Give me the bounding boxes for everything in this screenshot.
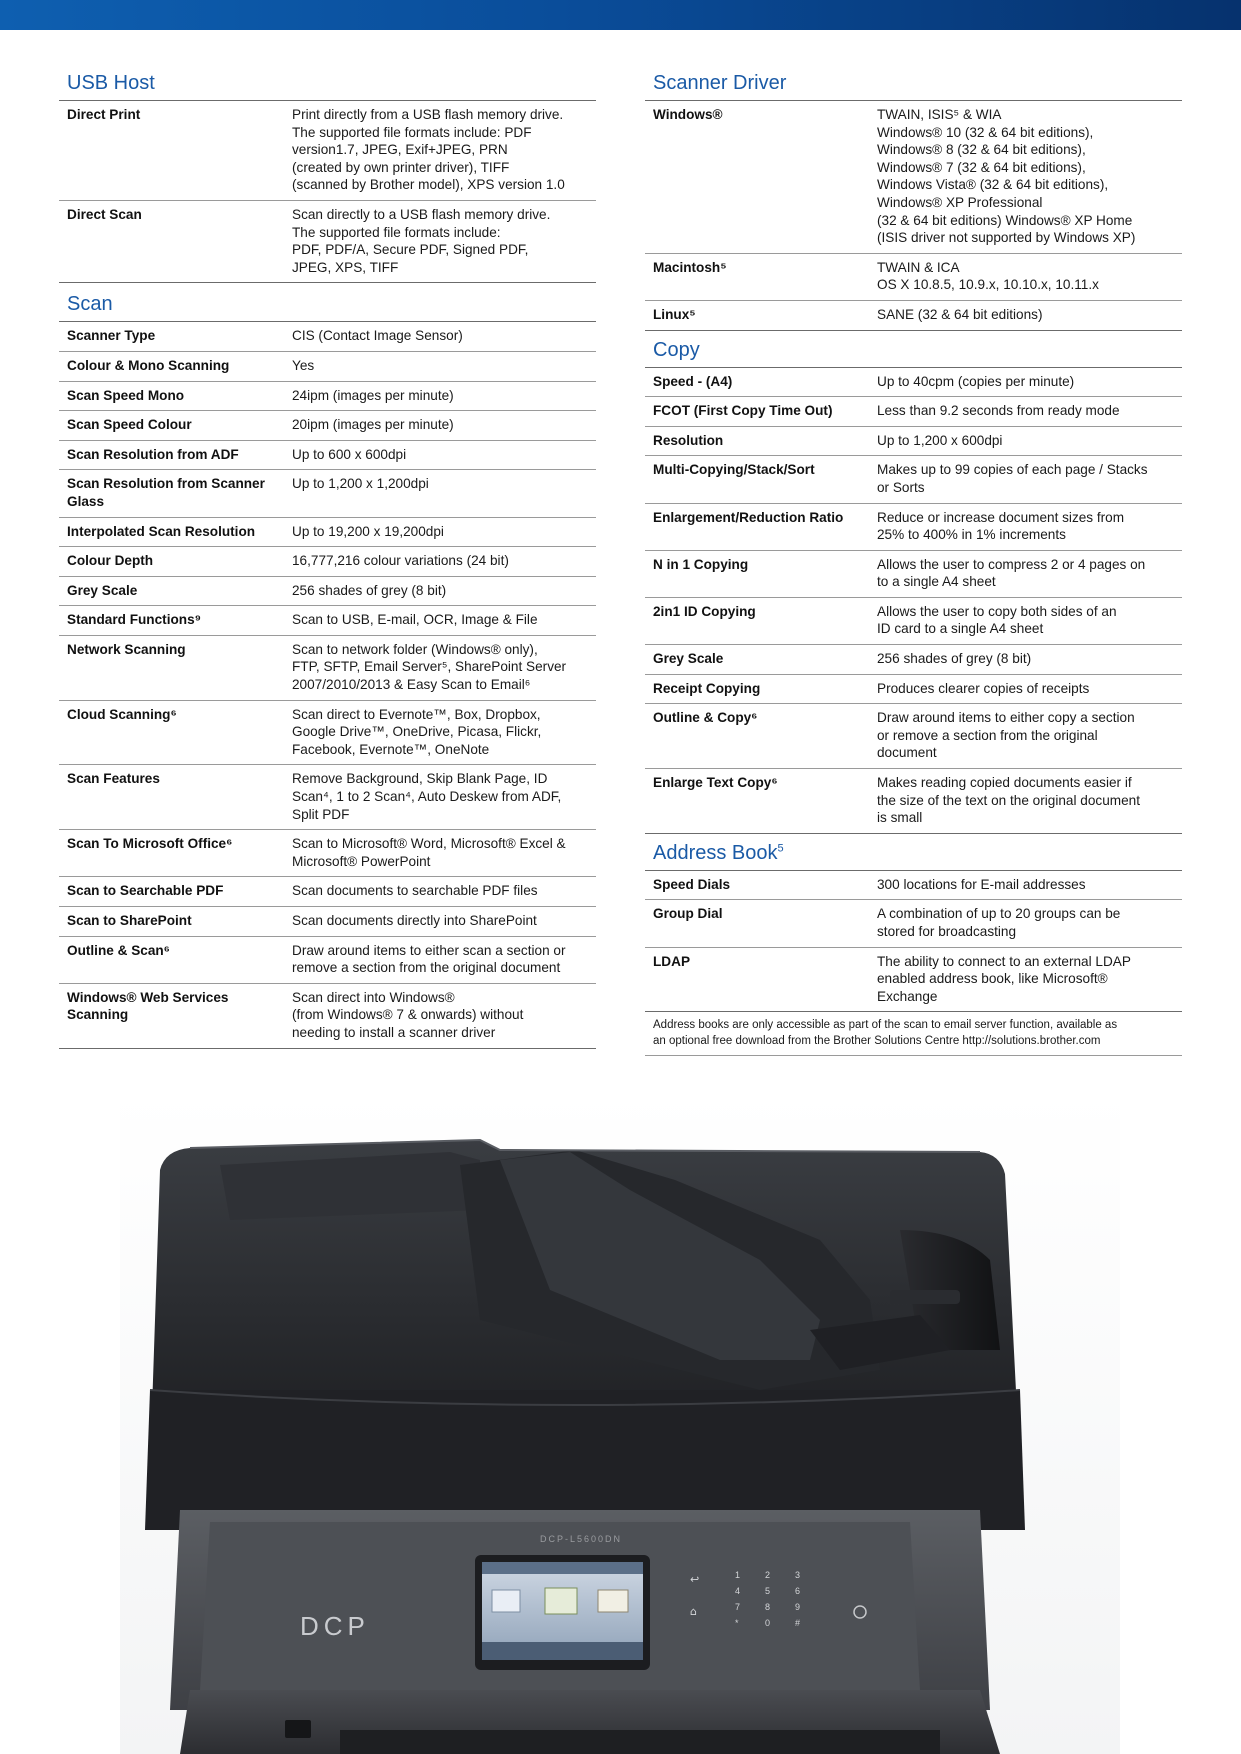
spec-label: Scan Resolution from Scanner Glass xyxy=(67,476,265,509)
table-row xyxy=(59,547,596,577)
header-band xyxy=(0,0,1241,30)
spec-value: Remove Background, Skip Blank Page, ID Scan⁴, 1 to 2 Scan⁴, Auto Deskew from ADF, Split PDF xyxy=(292,771,562,822)
keypad-key: 4 xyxy=(735,1586,741,1596)
spec-value: Allows the user to compress 2 or 4 pages on to a single A4 sheet xyxy=(877,556,1146,590)
spec-label: N in 1 Copying xyxy=(653,556,749,572)
table-row xyxy=(645,870,1182,900)
keypad-key: 7 xyxy=(735,1602,741,1612)
copy-table xyxy=(645,367,1182,834)
table-row xyxy=(645,674,1182,704)
keypad-key: 1 xyxy=(735,1570,741,1580)
keypad-key: 3 xyxy=(795,1570,801,1580)
spec-label: Direct Scan xyxy=(67,206,142,222)
spec-label: Cloud Scanning⁶ xyxy=(67,706,177,722)
spec-value: 256 shades of grey (8 bit) xyxy=(292,582,447,598)
spec-label: Grey Scale xyxy=(653,651,724,667)
copy-title: Copy xyxy=(653,338,700,361)
table-row xyxy=(59,200,596,282)
spec-value: Yes xyxy=(292,357,315,373)
spec-label: Scan Speed Colour xyxy=(67,417,192,433)
spec-value: SANE (32 & 64 bit editions) xyxy=(877,306,1043,322)
spec-value: Produces clearer copies of receipts xyxy=(877,680,1090,696)
spec-value: Scan direct to Evernote™, Box, Dropbox, Google Drive™, OneDrive, Picasa, Flickr, Facebook, Evernote™, OneNote xyxy=(292,706,542,757)
table-row xyxy=(645,101,1182,254)
table-row xyxy=(59,877,596,907)
spec-label: Scan Speed Mono xyxy=(67,387,185,403)
spec-label: FCOT (First Copy Time Out) xyxy=(653,403,833,419)
spec-value: Scan to network folder (Windows® only), FTP, SFTP, Email Server⁵, SharePoint Server 2007/2010/2013 & Easy Scan to Email⁶ xyxy=(292,641,567,693)
spec-value: Less than 9.2 seconds from ready mode xyxy=(877,403,1120,419)
table-row xyxy=(59,983,596,1048)
scanner-driver-title: Scanner Driver xyxy=(653,72,787,94)
spec-label: Network Scanning xyxy=(67,641,186,657)
table-row xyxy=(59,576,596,606)
address-book-title-text: Address Book xyxy=(653,841,778,864)
spec-value: Scan documents directly into SharePoint xyxy=(292,913,537,928)
table-row xyxy=(59,440,596,470)
spec-label: Standard Functions⁹ xyxy=(67,612,202,628)
spec-label: Linux⁵ xyxy=(653,306,696,322)
table-row xyxy=(59,411,596,441)
table-row xyxy=(645,253,1182,300)
spec-value: The ability to connect to an external LDAP enabled address book, like Microsoft® Exchange xyxy=(877,953,1131,1004)
scanner-driver-table xyxy=(645,100,1182,331)
spec-value: Allows the user to copy both sides of an ID card to a single A4 sheet xyxy=(877,603,1117,637)
spec-value: 16,777,216 colour variations (24 bit) xyxy=(292,553,509,569)
usb-host-table xyxy=(59,100,596,283)
table-row xyxy=(59,936,596,983)
table-row xyxy=(59,517,596,547)
brand-label-text: DCP xyxy=(300,1611,370,1641)
spec-label: Windows® Web Services Scanning xyxy=(67,989,229,1023)
spec-value: Print directly from a USB flash memory drive. The supported file formats include: PDF version1.7, JPEG, Exif+JPEG, PRN (created by own printer driver), TIFF (scanned by Brother model), XPS version 1.0 xyxy=(292,107,565,193)
keypad-key: 6 xyxy=(795,1586,801,1596)
spec-label: Scan Features xyxy=(67,771,160,787)
spec-value: Reduce or increase document sizes from 25% to 400% in 1% increments xyxy=(877,509,1125,543)
spec-value: Scan directly to a USB flash memory drive. The supported file formats include: PDF, PDF/A, Secure PDF, Signed PDF, JPEG, XPS, TIFF xyxy=(292,206,551,275)
spec-value: A combination of up to 20 groups can be stored for broadcasting xyxy=(877,906,1121,939)
scan-table xyxy=(59,321,596,1048)
keypad-key: 8 xyxy=(765,1602,771,1612)
spec-label: Enlargement/Reduction Ratio xyxy=(653,509,844,525)
spec-label: 2in1 ID Copying xyxy=(653,603,756,619)
keypad-key: # xyxy=(795,1618,801,1628)
spec-value: Scan to Microsoft® Word, Microsoft® Excel & Microsoft® PowerPoint xyxy=(292,836,566,869)
table-row xyxy=(59,700,596,765)
spec-value: Up to 40cpm (copies per minute) xyxy=(877,373,1075,389)
spec-label: Receipt Copying xyxy=(653,680,761,696)
spec-label: Enlarge Text Copy⁶ xyxy=(653,775,778,791)
spec-label: Scan To Microsoft Office⁶ xyxy=(67,836,233,852)
spec-label: Windows® xyxy=(653,107,723,122)
address-book-title xyxy=(645,834,1182,870)
spec-value: Up to 600 x 600dpi xyxy=(292,446,407,462)
spec-value: TWAIN, ISIS⁵ & WIA Windows® 10 (32 & 64 bit editions), Windows® 8 (32 & 64 bit editions), Windows® 7 (32 & 64 bit editions), Windows Vista® (32 & 64 bit editions), Windows® XP Professional (32 & 64 bit editions) Windows® XP Home (ISIS driver not supported by Windows XP) xyxy=(877,107,1136,246)
spec-label: Multi-Copying/Stack/Sort xyxy=(653,462,815,478)
keypad-key: 9 xyxy=(795,1602,801,1612)
spec-label: Resolution xyxy=(653,432,724,448)
spec-label: Speed Dials xyxy=(653,876,731,892)
home-icon: ⌂ xyxy=(690,1605,697,1618)
right-column xyxy=(645,64,1182,1056)
table-row xyxy=(59,381,596,411)
spec-label: Group Dial xyxy=(653,906,723,922)
keypad-key: 0 xyxy=(765,1618,771,1628)
table-row xyxy=(59,606,596,636)
table-row xyxy=(59,830,596,877)
spec-value: 256 shades of grey (8 bit) xyxy=(877,651,1032,667)
spec-label: Speed - (A4) xyxy=(653,373,733,389)
address-book-footnote-text: Address books are only accessible as part of the scan to email server function, available as an optional free download from the Brother Solutions Centre http://solutions.brother.com xyxy=(653,1019,1118,1047)
spec-value: 300 locations for E-mail addresses xyxy=(877,876,1086,892)
spec-label: Direct Print xyxy=(67,107,141,122)
table-row xyxy=(645,300,1182,330)
spec-label: Scan to Searchable PDF xyxy=(67,883,224,899)
table-row xyxy=(645,367,1182,397)
left-column xyxy=(59,64,596,1049)
spec-value: CIS (Contact Image Sensor) xyxy=(292,328,463,344)
usb-host-title: USB Host xyxy=(67,72,155,94)
spec-label: Outline & Scan⁶ xyxy=(67,942,170,958)
keypad-key: * xyxy=(735,1618,739,1628)
spec-label: Colour Depth xyxy=(67,553,154,569)
spec-value: Makes up to 99 copies of each page / Stacks or Sorts xyxy=(877,462,1148,495)
spec-value: Up to 19,200 x 19,200dpi xyxy=(292,523,444,539)
spec-value: Draw around items to either copy a section or remove a section from the original document xyxy=(877,710,1135,761)
table-row xyxy=(59,635,596,700)
spec-value: Scan to USB, E-mail, OCR, Image & File xyxy=(292,612,538,628)
spec-value: Up to 1,200 x 600dpi xyxy=(877,432,1003,448)
spec-value: Up to 1,200 x 1,200dpi xyxy=(292,476,429,492)
spec-value: 20ipm (images per minute) xyxy=(292,417,454,433)
table-row xyxy=(59,322,596,352)
spec-value: Makes reading copied documents easier if the size of the text on the original document is small xyxy=(877,775,1140,826)
table-row xyxy=(645,397,1182,427)
spec-value: Draw around items to either scan a section or remove a section from the original document xyxy=(292,942,566,976)
spec-value: Scan direct into Windows® (from Windows® 7 & onwards) without needing to install a scanner driver xyxy=(292,989,524,1040)
table-row xyxy=(59,907,596,937)
spec-label: Scan to SharePoint xyxy=(67,913,192,928)
spec-value: 24ipm (images per minute) xyxy=(292,387,454,403)
keypad-key: 2 xyxy=(765,1570,771,1580)
usb-port xyxy=(285,1720,311,1738)
table-row xyxy=(59,765,596,830)
address-book-table xyxy=(645,870,1182,1013)
address-book-footnote xyxy=(645,1012,1182,1056)
table-row xyxy=(645,704,1182,769)
spec-label: Outline & Copy⁶ xyxy=(653,710,758,726)
address-book-title-sup: 5 xyxy=(777,842,784,855)
spec-label: Interpolated Scan Resolution xyxy=(67,523,256,539)
spec-label: Scanner Type xyxy=(67,328,156,344)
table-row xyxy=(645,597,1182,644)
table-row xyxy=(645,503,1182,550)
spec-label: Scan Resolution from ADF xyxy=(67,446,239,462)
table-row xyxy=(645,426,1182,456)
table-row xyxy=(645,769,1182,834)
table-row xyxy=(645,947,1182,1012)
back-icon: ↩ xyxy=(690,1573,700,1586)
spec-value: Scan documents to searchable PDF files xyxy=(292,883,538,899)
spec-label: Colour & Mono Scanning xyxy=(67,357,230,373)
model-label-text: DCP-L5600DN xyxy=(540,1534,623,1544)
table-row xyxy=(645,645,1182,675)
table-row xyxy=(59,470,596,517)
table-row xyxy=(645,900,1182,947)
spec-label: Macintosh⁵ xyxy=(653,259,727,275)
spec-label: Grey Scale xyxy=(67,582,138,598)
printer-photo xyxy=(120,1090,1120,1754)
table-row xyxy=(645,550,1182,597)
table-row xyxy=(59,101,596,201)
table-row xyxy=(645,456,1182,503)
spec-label: LDAP xyxy=(653,953,691,969)
table-row xyxy=(59,351,596,381)
scan-title: Scan xyxy=(67,293,113,316)
spec-value: TWAIN & ICA OS X 10.8.5, 10.9.x, 10.10.x, 10.11.x xyxy=(877,259,1099,293)
keypad-key: 5 xyxy=(765,1586,771,1596)
